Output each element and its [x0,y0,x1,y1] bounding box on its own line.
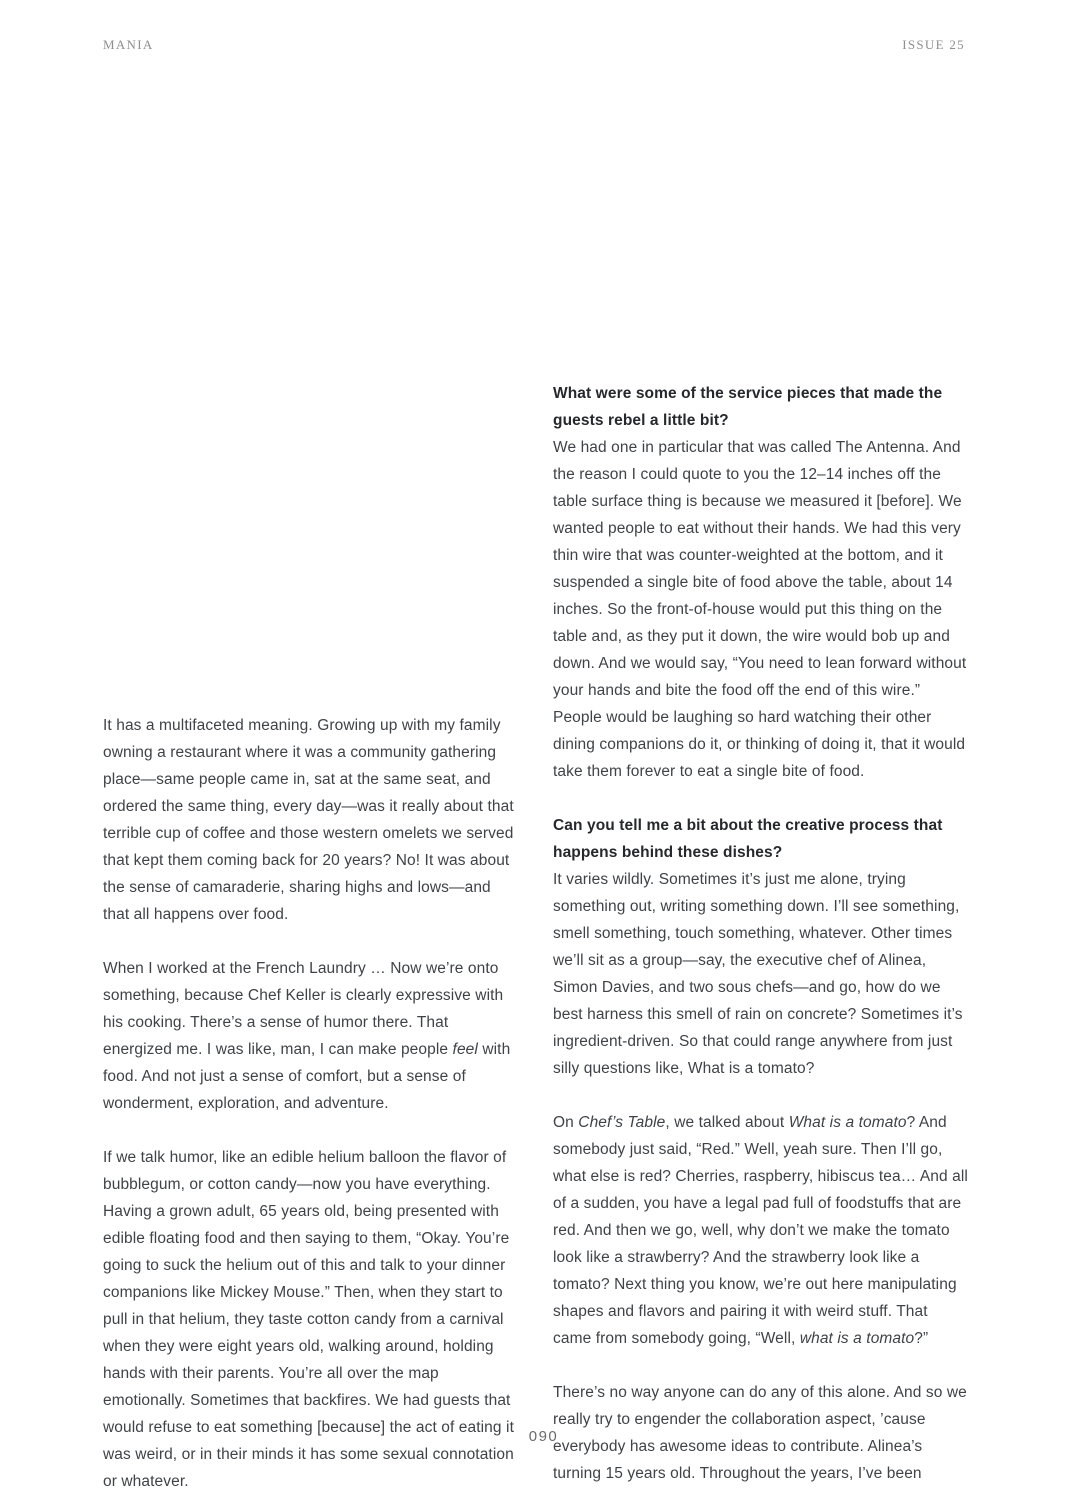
body-paragraph: It varies wildly. Sometimes it’s just me alone, trying something out, writing something down. I’ll see something, smell something, touch something, whatever. Other times we’ll sit as a group—say, the executive chef of Alinea, Simon Davies, and two sous chefs—and go, how do we best harness this smell of rain on concrete? Sometimes it’s ingredient-driven. So that could range anywhere from just silly questions like, What is a tomato? [553,871,963,1077]
left-column [103,712,519,1491]
interview-question: What were some of the service pieces that made the guests rebel a little bit? [553,385,943,429]
body-paragraph: We had one in particular that was called The Antenna. And the reason I could quote to you the 12–14 inches off the table surface thing is because we measured it [before]. We wanted people to eat without their hands. We had this very thin wire that was counter-weighted at the bottom, and it suspended a single bite of food above the table, about 14 inches. So the front-of-house would put this thing on the table and, as they put it down, the wire would bob up and down. And we would say, “You need to lean forward without your hands and bite the food off the end of this wire.” People would be laughing so hard watching their other dining companions do it, or thinking of doing it, that it would take them forever to eat a single bite of food. [553,439,967,780]
body-paragraph: If we talk humor, like an edible helium balloon the flavor of bubblegum, or cotton candy—now you have everything. Having a grown adult, 65 years old, being presented with edible floating food and then saying to them, “Okay. You’re going to suck the helium out of this and talk to your dinner companions like Mickey Mouse.” Then, when they start to pull in that helium, they taste cotton candy from a carnival when they were eight years old, walking around, holding hands with their parents. You’re all over the map emotionally. Sometimes that backfires. We had guests that would refuse to eat something [because] the act of eating it was weird, or in their minds it has some sexual connotation or whatever. [103,1149,514,1490]
right-column [553,380,969,1491]
body-paragraph: When I worked at the French Laundry … Now we’re onto something, because Chef Keller is clearly expressive with his cooking. There’s a sense of humor there. That energized me. I was like, man, I can make people feel with food. And not just a sense of comfort, but a sense of wonderment, exploration, and adventure. [103,960,511,1112]
body-paragraph: It has a multifaceted meaning. Growing up with my family owning a restaurant where it was a community gathering place—same people came in, sat at the same seat, and ordered the same thing, every day—was it really about that terrible cup of coffee and those western omelets we served that kept them coming back for 20 years? No! It was about the sense of camaraderie, sharing highs and lows—and that all happens over food. [103,717,514,923]
interview-question: Can you tell me a bit about the creative process that happens behind these dishes? [553,817,943,861]
page-number: 090 [528,1428,559,1445]
running-head [103,37,965,53]
page-footer [0,1428,1087,1445]
issue-label: ISSUE 25 [902,37,965,52]
body-paragraph: On Chef’s Table, we talked about What is a tomato? And somebody just said, “Red.” Well, yeah sure. Then I’ll go, what else is red? Cherries, raspberry, hibiscus tea… And all of a sudden, you have a legal pad full of foodstuffs that are red. And then we go, well, why don’t we make the tomato look like a strawberry? And the strawberry look like a tomato? Next thing you know, we’re out here manipulating shapes and flavors and pairing it with weird stuff. That came from somebody going, “Well, what is a tomato?” [553,1114,968,1347]
magazine-title: MANIA [103,37,154,52]
body-paragraph: There’s no way anyone can do any of this alone. And so we really try to engender the collaboration aspect, ’cause everybody has awesome ideas to contribute. Alinea’s turning 15 years old. Throughout the years, I’ve been [553,1384,967,1482]
